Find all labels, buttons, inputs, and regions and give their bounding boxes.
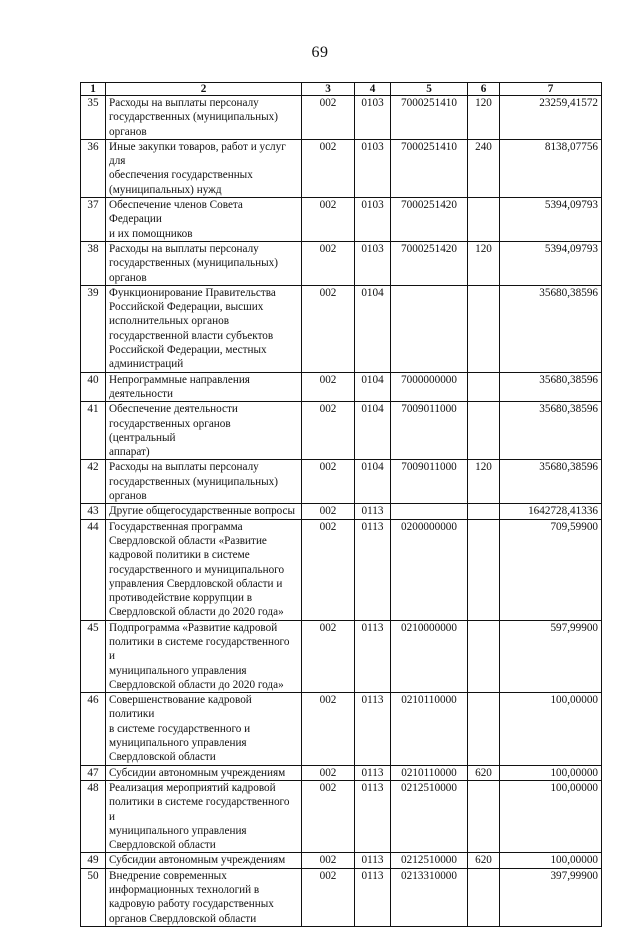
row-number: 43	[81, 504, 106, 519]
expense-type-code: 240	[468, 139, 500, 197]
expense-name-line: муниципального управления	[109, 824, 247, 837]
expense-name-line: органов Свердловской области	[109, 912, 257, 925]
expense-name	[106, 241, 302, 285]
expense-name-line: политики в системе государственного и	[109, 635, 290, 663]
admin-code: 002	[302, 96, 355, 140]
admin-code: 002	[302, 693, 355, 765]
expense-type-code	[468, 693, 500, 765]
expense-name	[106, 139, 302, 197]
row-number: 44	[81, 519, 106, 620]
expense-type-code: 120	[468, 241, 500, 285]
expense-name-line: государственных (муниципальных)	[109, 475, 278, 488]
row-number: 36	[81, 139, 106, 197]
target-code: 7000251420	[391, 198, 468, 242]
amount: 35680,38596	[500, 460, 602, 504]
admin-code: 002	[302, 519, 355, 620]
expense-name-line: Другие общегосударственные вопросы	[109, 505, 296, 518]
target-code: 0210110000	[391, 693, 468, 765]
expense-name-line: Свердловской области до 2020 года»	[109, 678, 284, 691]
expense-name-line: Функционирование Правительства	[109, 286, 276, 299]
amount: 35680,38596	[500, 402, 602, 460]
expense-name-line: политики в системе государственного и	[109, 796, 290, 823]
target-code: 0213310000	[391, 868, 468, 926]
column-header-7: 7	[500, 83, 602, 96]
amount: 397,99900	[500, 868, 602, 926]
admin-code: 002	[302, 853, 355, 868]
expense-name-line: государственных органов (центральный	[109, 417, 231, 444]
target-code	[391, 285, 468, 372]
amount: 597,99900	[500, 620, 602, 692]
section-code: 0113	[355, 504, 391, 519]
expense-type-code	[468, 198, 500, 242]
table-row	[81, 765, 602, 780]
expense-name-line: Субсидии автономным учреждениям	[109, 854, 286, 867]
target-code: 7000251420	[391, 241, 468, 285]
target-code: 7000251410	[391, 96, 468, 140]
admin-code: 002	[302, 780, 355, 852]
section-code: 0103	[355, 96, 391, 140]
expense-name-line: государственной власти субъектов	[109, 329, 274, 342]
section-code: 0113	[355, 620, 391, 692]
table-row	[81, 96, 602, 140]
amount: 23259,41572	[500, 96, 602, 140]
expense-name-line: органов	[109, 490, 147, 503]
expense-name-line: (муниципальных) нужд	[109, 183, 222, 196]
row-number: 46	[81, 693, 106, 765]
target-code: 7000251410	[391, 139, 468, 197]
admin-code: 002	[302, 868, 355, 926]
section-code: 0113	[355, 765, 391, 780]
expense-name-line: деятельности	[109, 387, 174, 400]
table-row	[81, 241, 602, 285]
page-number: 69	[311, 44, 329, 61]
row-number: 37	[81, 198, 106, 242]
expense-name-line: государственных (муниципальных)	[109, 111, 278, 124]
column-header-1: 1	[81, 83, 106, 96]
expense-type-code	[468, 780, 500, 852]
expense-name-line: Свердловской области	[109, 839, 216, 852]
expense-name-line: Субсидии автономным учреждениям	[109, 766, 286, 779]
expense-name-line: муниципального управления	[109, 737, 247, 750]
section-code: 0103	[355, 139, 391, 197]
expense-name-line: государственных (муниципальных)	[109, 257, 278, 270]
row-number: 50	[81, 868, 106, 926]
admin-code: 002	[302, 460, 355, 504]
table-row	[81, 285, 602, 372]
expense-name-line: информационных технологий в	[109, 884, 260, 897]
table-row	[81, 868, 602, 926]
admin-code: 002	[302, 765, 355, 780]
expense-name	[106, 693, 302, 765]
expense-type-code	[468, 285, 500, 372]
expense-name-line: Обеспечение членов Совета Федерации	[109, 199, 243, 226]
table-row	[81, 402, 602, 460]
expense-name	[106, 285, 302, 372]
target-code: 0212510000	[391, 853, 468, 868]
table-row	[81, 372, 602, 402]
expense-name	[106, 780, 302, 852]
header-row	[81, 83, 602, 96]
expense-name-line: Расходы на выплаты персоналу	[109, 97, 259, 109]
amount: 5394,09793	[500, 241, 602, 285]
expense-name-line: Подпрограмма «Развитие кадровой	[109, 621, 278, 634]
row-number: 39	[81, 285, 106, 372]
column-header-2: 2	[106, 83, 302, 96]
expense-name	[106, 96, 302, 140]
admin-code: 002	[302, 402, 355, 460]
expense-name-line: Иные закупки товаров, работ и услуг для	[109, 140, 286, 168]
expense-name-line: Непрограммные направления	[109, 373, 250, 386]
expense-name-line: аппарат)	[109, 446, 150, 459]
row-number: 47	[81, 765, 106, 780]
expense-name	[106, 504, 302, 519]
row-number: 35	[81, 96, 106, 140]
expense-type-code	[468, 620, 500, 692]
expense-type-code: 120	[468, 96, 500, 140]
expense-name-line: противодействие коррупции в	[109, 592, 253, 605]
amount: 8138,07756	[500, 139, 602, 197]
table-body	[81, 96, 602, 927]
row-number: 49	[81, 853, 106, 868]
expense-type-code	[468, 402, 500, 460]
amount: 35680,38596	[500, 372, 602, 402]
row-number: 42	[81, 460, 106, 504]
amount: 709,59900	[500, 519, 602, 620]
row-number: 48	[81, 780, 106, 852]
expense-name	[106, 853, 302, 868]
target-code: 0210110000	[391, 765, 468, 780]
table-row	[81, 693, 602, 765]
expense-name-line: Реализация мероприятий кадровой	[109, 781, 276, 794]
admin-code: 002	[302, 139, 355, 197]
expense-name-line: муниципального управления	[109, 664, 247, 677]
expense-name-line: Расходы на выплаты персоналу	[109, 461, 259, 474]
expense-name-line: Российской Федерации, местных	[109, 344, 267, 357]
expense-name-line: Российской Федерации, высших	[109, 301, 264, 314]
expense-name-line: Государственная программа	[109, 520, 243, 533]
target-code: 0210000000	[391, 620, 468, 692]
expense-name-line: в системе государственного и	[109, 722, 251, 735]
target-code: 7009011000	[391, 460, 468, 504]
expense-name	[106, 519, 302, 620]
column-header-5: 5	[391, 83, 468, 96]
expense-name-line: управления Свердловской области и	[109, 577, 283, 590]
row-number: 40	[81, 372, 106, 402]
admin-code: 002	[302, 372, 355, 402]
expense-name-line: и их помощников	[109, 227, 193, 240]
table-header	[81, 83, 602, 96]
table-row	[81, 853, 602, 868]
expense-type-code: 120	[468, 460, 500, 504]
target-code: 0212510000	[391, 780, 468, 852]
expense-type-code	[468, 372, 500, 402]
table-row	[81, 198, 602, 242]
expense-name-line: Расходы на выплаты персоналу	[109, 242, 259, 255]
admin-code: 002	[302, 285, 355, 372]
section-code: 0113	[355, 780, 391, 852]
table-row	[81, 460, 602, 504]
row-number: 45	[81, 620, 106, 692]
column-header-4: 4	[355, 83, 391, 96]
expense-name	[106, 765, 302, 780]
section-code: 0113	[355, 868, 391, 926]
expense-name-line: Совершенствование кадровой политики	[109, 694, 252, 721]
budget-table	[80, 82, 602, 927]
expense-type-code: 620	[468, 765, 500, 780]
expense-type-code	[468, 519, 500, 620]
section-code: 0104	[355, 460, 391, 504]
section-code: 0113	[355, 519, 391, 620]
expense-name	[106, 868, 302, 926]
expense-name	[106, 372, 302, 402]
expense-name-line: обеспечения государственных	[109, 169, 253, 182]
section-code: 0104	[355, 285, 391, 372]
expense-name-line: Обеспечение деятельности	[109, 403, 238, 416]
expense-name-line: администраций	[109, 358, 184, 371]
expense-type-code: 620	[468, 853, 500, 868]
column-header-6: 6	[468, 83, 500, 96]
table-row	[81, 780, 602, 852]
amount: 1642728,41336	[500, 504, 602, 519]
expense-name-line: Внедрение современных	[109, 869, 227, 882]
target-code	[391, 504, 468, 519]
table-row	[81, 504, 602, 519]
expense-name	[106, 460, 302, 504]
section-code: 0113	[355, 693, 391, 765]
expense-name-line: Свердловской области до 2020 года»	[109, 606, 284, 619]
expense-type-code	[468, 504, 500, 519]
section-code: 0113	[355, 853, 391, 868]
admin-code: 002	[302, 620, 355, 692]
expense-name-line: кадровую работу государственных	[109, 898, 274, 911]
table-row	[81, 519, 602, 620]
expense-name	[106, 402, 302, 460]
amount: 35680,38596	[500, 285, 602, 372]
expense-type-code	[468, 868, 500, 926]
amount: 5394,09793	[500, 198, 602, 242]
expense-name-line: Свердловской области	[109, 751, 216, 764]
amount: 100,00000	[500, 780, 602, 852]
table-row	[81, 620, 602, 692]
admin-code: 002	[302, 241, 355, 285]
expense-name-line: органов	[109, 271, 147, 284]
section-code: 0103	[355, 241, 391, 285]
amount: 100,00000	[500, 693, 602, 765]
row-number: 41	[81, 402, 106, 460]
section-code: 0104	[355, 372, 391, 402]
expense-name-line: государственного и муниципального	[109, 563, 285, 576]
expense-name	[106, 620, 302, 692]
expense-name-line: органов	[109, 125, 147, 138]
expense-name	[106, 198, 302, 242]
expense-name-line: кадровой политики в системе	[109, 549, 250, 562]
admin-code: 002	[302, 504, 355, 519]
admin-code: 002	[302, 198, 355, 242]
section-code: 0103	[355, 198, 391, 242]
section-code: 0104	[355, 402, 391, 460]
amount: 100,00000	[500, 853, 602, 868]
amount: 100,00000	[500, 765, 602, 780]
target-code: 7009011000	[391, 402, 468, 460]
table-row	[81, 139, 602, 197]
expense-name-line: Свердловской области «Развитие	[109, 534, 267, 547]
row-number: 38	[81, 241, 106, 285]
target-code: 0200000000	[391, 519, 468, 620]
column-header-3: 3	[302, 83, 355, 96]
expense-name-line: исполнительных органов	[109, 315, 229, 328]
target-code: 7000000000	[391, 372, 468, 402]
